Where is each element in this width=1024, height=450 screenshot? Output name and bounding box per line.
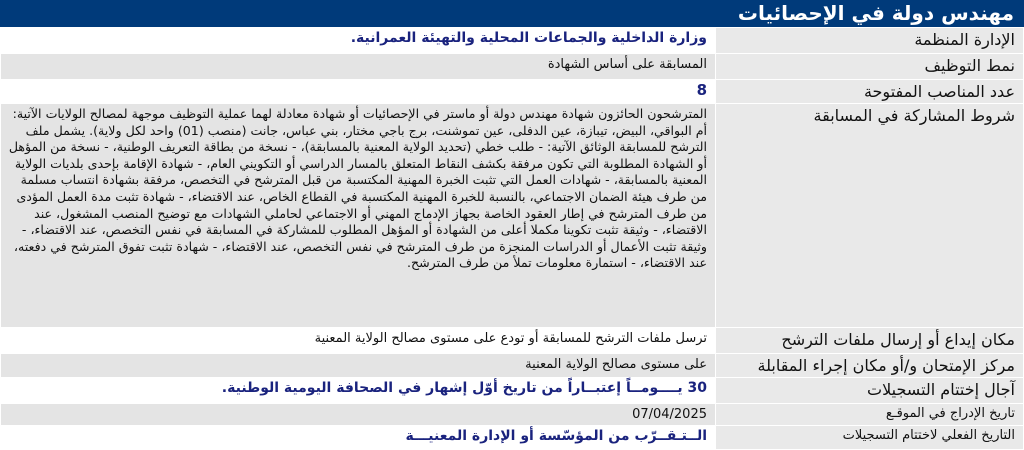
table-row [1, 404, 1024, 426]
exam-center-value: على مستوى مصالح الولاية المعنية [1, 354, 716, 378]
page-title: مهندس دولة في الإحصائيات [0, 0, 1024, 27]
table-row [1, 104, 1024, 328]
submission-place-value: ترسل ملفات الترشح للمسابقة أو تودع على مستوى مصالح الولاية المعنية [1, 328, 716, 354]
actual-deadline-value: الــتـقــرّب من المؤسّسة أو الإدارة المعنيـــة [1, 426, 716, 450]
exam-center-label: مركز الإمتحان و/أو مكان إجراء المقابلة [716, 354, 1024, 378]
actual-deadline-label: التاريخ الفعلي لاختتام التسجيلات [716, 426, 1024, 450]
recruitment-type-value: المسابقة على أساس الشهادة [1, 54, 716, 80]
table-row [1, 28, 1024, 54]
recruitment-type-label: نمط التوظيف [716, 54, 1024, 80]
table-row [1, 426, 1024, 450]
table-row [1, 354, 1024, 378]
table-row [1, 80, 1024, 104]
table-row [1, 54, 1024, 80]
organizer-label: الإدارة المنظمة [716, 28, 1024, 54]
job-details-table [0, 27, 1024, 450]
open-positions-label: عدد المناصب المفتوحة [716, 80, 1024, 104]
conditions-label: شروط المشاركة في المسابقة [716, 104, 1024, 328]
publish-date-value: 07/04/2025 [1, 404, 716, 426]
deadline-value: 30 يــــومــاً إعتبــاراً من تاريخ أوّل إشهار في الصحافة اليومية الوطنية. [1, 378, 716, 404]
table-row [1, 328, 1024, 354]
publish-date-label: تاريخ الإدراج في الموقـع [716, 404, 1024, 426]
organizer-value: وزارة الداخلية والجماعات المحلية والتهيئة العمرانية. [1, 28, 716, 54]
submission-place-label: مكان إيداع أو إرسال ملفات الترشح [716, 328, 1024, 354]
table-row [1, 378, 1024, 404]
open-positions-value: 8 [1, 80, 716, 104]
deadline-label: آجال إختتام التسجيلات [716, 378, 1024, 404]
conditions-value: المترشحون الحائزون شهادة مهندس دولة أو ماستر في الإحصائيات أو شهادة معادلة لهما عملية التوظيف موجهة لمصالح الولايات الآتية: أم البواقي، البيض، تيبازة، عين الدفلى، عين تموشنت، برج باجي مختار، بني عباس، جانت (منصب (01) واحد لكل ولاية). يشمل ملف الترشح للمسابقة الوثائق الآتية: - طلب خطي (تحديد الولاية المعنية بالمسابقة)، - نسخة من بطاقة التعريف الوطنية، - نسخة من المؤهل أو الشهادة المطلوبة التي تكون مرفقة بكشف النقاط المتعلق بالمسار الدراسي أو التكويني العام، - شهادة الإقامة بإحدى بلديات الولاية المعنية بالمسابقة، - شهادات العمل التي تثبت الخبرة المهنية المكتسبة من قبل المترشح في التخصص، مرفقة بشهادة انتساب مسلمة من طرف هيئة الضمان الاجتماعي، بالنسبة للخبرة المهنية المكتسبة في القطاع الخاص، عند الاقتضاء، - شهادة تثبت مدة العمل المؤدى من طرف المترشح في إطار العقود الخاصة بجهاز الإدماج المهني أو الاجتماعي لحاملي الشهادات مع توضيح المنصب المشغول، عند الاقتضاء، - وثيقة تثبت تكوينا مكملا أعلى من الشهادة أو المؤهل المطلوب للمشاركة في المسابقة في نفس التخصص، عند الاقتضاء، - وثيقة تثبت الأعمال أو الدراسات المنجزة من طرف المترشح في نفس التخصص، عند الاقتضاء، - شهادة تثبت تفوق المترشح في دفعته، عند الاقتضاء، - استمارة معلومات تملأ من طرف المترشح. [1, 104, 716, 328]
